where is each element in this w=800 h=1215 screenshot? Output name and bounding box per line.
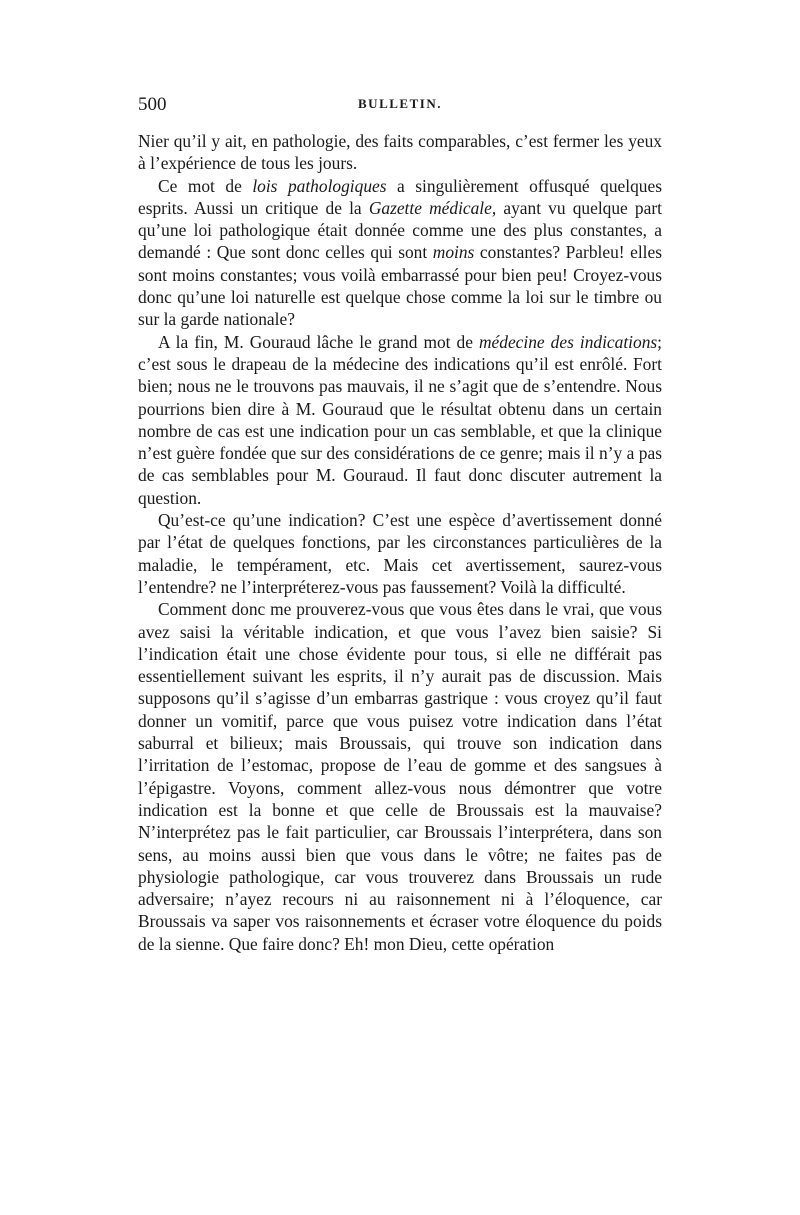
book-page [138,94,662,955]
text-run: Nier qu’il y ait, en pathologie, des faits comparables, c’est fermer les yeux à l’expérience de tous les jours. [138,131,662,174]
text-run: a singulièrement offusqué quelques esprits. Aussi un critique de la [138,175,662,218]
italic-text: médecine des indications [478,331,658,352]
paragraph [138,175,662,331]
running-title: BULLETIN. [358,96,442,111]
text-run: constantes? Parbleu! elles sont moins constantes; vous voilà embarrassé pour bien peu! Croyez-vous donc qu’une loi naturelle est quelque chose comme la loi sur le timbre ou sur la garde nationale? [138,242,662,330]
italic-text: moins [432,242,475,263]
page-number: 500 [138,94,167,115]
text-run: A la fin, M. Gouraud lâche le grand mot de [158,331,479,352]
paragraph [138,331,662,509]
paragraph [138,130,662,175]
text-run: Qu’est-ce qu’une indication? C’est une espèce d’avertissement donné par l’état de quelques fonctions, par les circonstances particulières de la maladie, le tempérament, etc. Mais cet avertissement, saurez-vous l’entendre? ne l’interpréterez-vous pas faussement? Voilà la difficulté. [138,510,662,597]
text-run: ; c’est sous le drapeau de la médecine des indications qu’il est enrôlé. Fort bien; nous ne le trouvons pas mauvais, il ne s’agit que de s’entendre. Nous pourrions bien dire à M. Gouraud que le résultat obtenu dans un certain nombre de cas est une indication pour un cas semblable, et que la clinique n’est guère fondée que sur des considérations de ce genre; mais il n’y a pas de cas semblables pour M. Gouraud. Il faut donc discuter autrement la question. [138,331,662,508]
italic-text: Gazette médicale [368,197,492,218]
body-text [138,130,662,955]
paragraph [138,598,662,955]
text-run: , ayant vu quelque part qu’une loi pathologique était donnée comme une des plus constantes, a demandé : Que sont donc celles qui sont [138,197,662,263]
italic-text: lois pathologiques [252,175,387,196]
text-run: Ce mot de [158,175,253,196]
running-head [138,94,662,120]
paragraph [138,509,662,598]
text-run: Comment donc me prouverez-vous que vous êtes dans le vrai, que vous avez saisi la véritable indication, et que vous l’avez bien saisie? Si l’indication était une chose évidente pour tous, si elle ne différait pas essentiellement suivant les esprits, il n’y aurait pas de discussion. Mais supposons qu’il s’agisse d’un embarras gastrique : vous croyez qu’il faut donner un vomitif, parce que vous puisez votre indication dans l’état saburral et bilieux; mais Broussais, qui trouve son indication dans l’irritation de l’estomac, propose de l’eau de gomme et des sangsues à l’épigastre. Voyons, comment allez-vous nous démontrer que votre indication est la bonne et que celle de Broussais est la mauvaise? N’interprétez pas le fait particulier, car Broussais l’interprétera, dans son sens, au moins aussi bien que vous dans le vôtre; ne faites pas de physiologie pathologique, car vous trouverez dans Broussais un rude adversaire; n’ayez recours ni au raisonnement ni à l’éloquence, car Broussais va saper vos raisonnements et écraser votre éloquence du poids de la sienne. Que faire donc? Eh! mon Dieu, cette opération [138,599,662,954]
